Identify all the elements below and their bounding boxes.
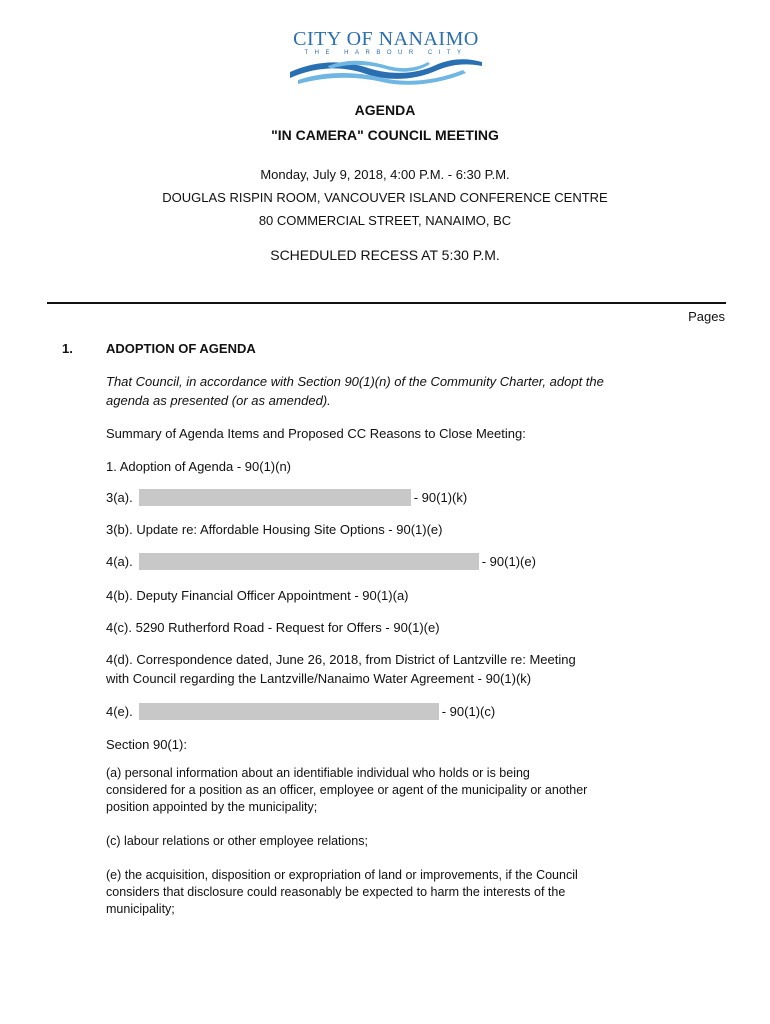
motion-line: agenda as presented (or as amended). (106, 393, 331, 408)
summary-item (106, 702, 495, 721)
section-heading: Section 90(1): (106, 737, 187, 752)
item-number: 1. (62, 341, 73, 356)
summary-item (106, 650, 576, 688)
meeting-title: "IN CAMERA" COUNCIL MEETING (271, 127, 499, 143)
clause-line: municipality; (106, 902, 175, 916)
meeting-room: DOUGLAS RISPIN ROOM, VANCOUVER ISLAND CONFERENCE CENTRE (162, 190, 608, 205)
item-title: ADOPTION OF AGENDA (106, 341, 256, 356)
clause-line: considers that disclosure could reasonably be expected to harm the interests of the (106, 885, 566, 899)
summary-item (106, 552, 536, 571)
summary-item-suffix: - 90(1)(e) (481, 554, 536, 569)
motion-text (106, 372, 604, 410)
section-clause-c: (c) labour relations or other employee relations; (106, 834, 368, 848)
agenda-heading: AGENDA (354, 102, 416, 118)
summary-item: 3(b). Update re: Affordable Housing Site Options - 90(1)(e) (106, 522, 443, 537)
meeting-address: 80 COMMERCIAL STREET, NANAIMO, BC (258, 213, 512, 228)
summary-item-prefix: 3(a). (106, 490, 133, 505)
motion-line: That Council, in accordance with Section 90(1)(n) of the Community Charter, adopt the (106, 374, 604, 389)
header-divider (47, 302, 726, 304)
wave-logo-icon (288, 54, 484, 86)
clause-line: (e) the acquisition, disposition or expropriation of land or improvements, if the Council (106, 868, 578, 882)
logo-title: CITY OF NANAIMO (293, 28, 479, 50)
city-logo (288, 28, 484, 86)
clause-line: position appointed by the municipality; (106, 800, 318, 814)
redaction-bar (139, 703, 439, 720)
clause-line: considered for a position as an officer, employee or agent of the municipality or another (106, 783, 588, 797)
summary-heading: Summary of Agenda Items and Proposed CC Reasons to Close Meeting: (106, 426, 526, 441)
summary-item: 4(b). Deputy Financial Officer Appointment - 90(1)(a) (106, 588, 409, 603)
redaction-bar (139, 553, 479, 570)
section-clause-a (106, 765, 587, 816)
meeting-datetime: Monday, July 9, 2018, 4:00 P.M. - 6:30 P.M. (260, 167, 510, 182)
summary-item-suffix: - 90(1)(k) (413, 490, 468, 505)
clause-line: (a) personal information about an identifiable individual who holds or is being (106, 766, 530, 780)
summary-item-suffix: - 90(1)(c) (441, 704, 496, 719)
summary-item: 1. Adoption of Agenda - 90(1)(n) (106, 459, 292, 474)
summary-item (106, 488, 467, 507)
logo-subtitle: THE HARBOUR CITY (304, 50, 468, 56)
pages-label: Pages (688, 309, 725, 324)
section-clause-e (106, 867, 578, 918)
summary-item-prefix: 4(e). (106, 704, 133, 719)
summary-item-line: with Council regarding the Lantzville/Nanaimo Water Agreement - 90(1)(k) (106, 671, 532, 686)
scheduled-recess: SCHEDULED RECESS AT 5:30 P.M. (270, 247, 500, 263)
summary-item: 4(c). 5290 Rutherford Road - Request for Offers - 90(1)(e) (106, 620, 440, 635)
summary-item-prefix: 4(a). (106, 554, 133, 569)
summary-item-line: 4(d). Correspondence dated, June 26, 2018, from District of Lantzville re: Meeting (106, 652, 576, 667)
redaction-bar (139, 489, 411, 506)
